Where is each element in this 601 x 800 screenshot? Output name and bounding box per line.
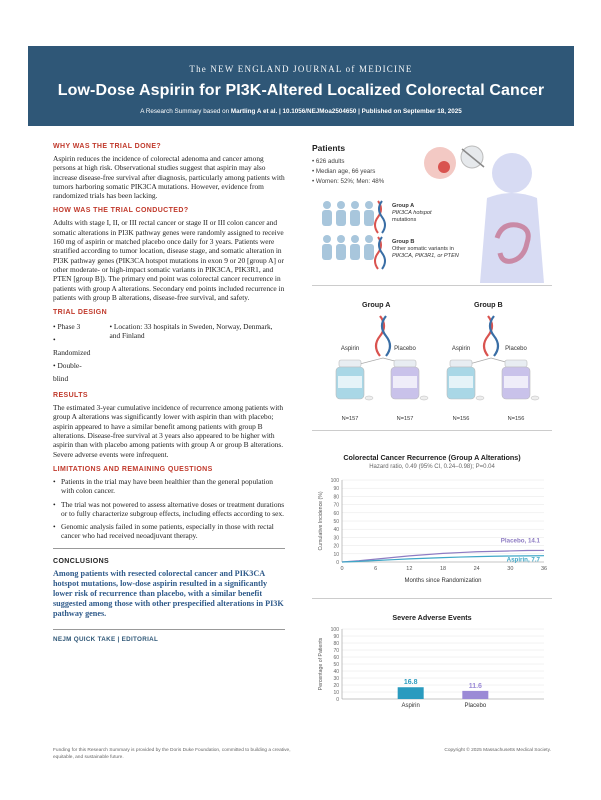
- x-tick-label: 12: [406, 566, 413, 572]
- bar-aspirin: [398, 687, 424, 699]
- y-tick-label: 70: [333, 502, 339, 509]
- arms-group-b-title: Group B: [474, 300, 503, 309]
- dna-icon-a: [375, 201, 385, 233]
- group-b-title: Group B: [392, 239, 415, 245]
- x-category-label: Placebo: [464, 703, 487, 709]
- person-icon: [364, 235, 374, 260]
- x-tick-label: 18: [439, 566, 447, 572]
- limits-item: • Patients in the trial may have been healthier than the general population with colon cancer.: [53, 477, 285, 496]
- bar-value-label: 16.8: [403, 679, 418, 687]
- y-axis-label: Percentage of Patients: [318, 637, 324, 691]
- torso-illustration: [480, 153, 544, 283]
- patients-title: Patients: [312, 143, 346, 153]
- y-tick-label: 80: [333, 641, 339, 647]
- design-item: • Phase 3: [53, 320, 91, 333]
- y-tick-label: 100: [330, 627, 339, 633]
- y-tick-label: 40: [333, 527, 339, 534]
- group-b-desc2: PIK3CA, PIK3R1, or PTEN: [392, 253, 459, 259]
- y-tick-label: 30: [333, 535, 339, 542]
- page-title: Low-Dose Aspirin for PI3K-Altered Localized Colorectal Cancer: [57, 82, 545, 99]
- y-tick-label: 60: [333, 510, 339, 517]
- group-a-desc1: PIK3CA hotspot: [392, 210, 432, 216]
- cell-illustration: [424, 146, 484, 179]
- arms-group-a-title: Group A: [362, 300, 391, 309]
- design-section: [53, 309, 285, 385]
- dna-icon-b: [375, 237, 385, 269]
- person-icon: [322, 235, 332, 260]
- x-tick-label: 24: [473, 566, 480, 572]
- y-tick-label: 10: [333, 551, 339, 558]
- how-text: Adults with stage I, II, or III rectal cancer or stage II or III colon cancer and somatic alterations in PI3K pathway genes were randomly assigned to receive 160 mg of aspirin or matched placebo once daily for 3 years. Patients were stratified according to tumor location, disease stage, and somatic alteration in PI3K pathway genes (PIK3CA hotspot mutations in exon 9 or 20 [group A] or other moderate- or high-impact somatic variants in PIK3CA, PIK3R1, and PTEN [group B]). The primary end point was colorectal cancer recurrence in patients with group A alterations. Secondary end points included recurrence in patients with group B alterations, disease-free survival, and safety.: [53, 218, 285, 302]
- arm-a-aspirin: [325, 346, 375, 424]
- arm-b-placebo: [491, 346, 541, 424]
- conclusions-heading: CONCLUSIONS: [53, 557, 110, 565]
- limits-list: [53, 477, 285, 541]
- patients-item: • Women: 52%; Men: 48%: [312, 177, 552, 187]
- y-tick-label: 60: [333, 655, 339, 661]
- limits-item: • Genomic analysis failed in some patients, especially in those with rectal cancer who had received neoadjuvant therapy.: [53, 522, 285, 541]
- y-tick-label: 80: [333, 494, 339, 501]
- group-a-label: [392, 203, 432, 224]
- person-icon: [350, 201, 360, 226]
- header-banner: [28, 46, 574, 126]
- subtitle-citation[interactable]: Martling A et al. | 10.1056/NEJMoa2504650 | Published on September 18, 2025: [230, 108, 462, 115]
- design-heading: TRIAL DESIGN: [53, 309, 108, 317]
- y-tick-label: 90: [333, 486, 339, 493]
- why-section: [53, 143, 285, 200]
- results-text: The estimated 3-year cumulative incidence of recurrence among patients with group A alterations was significantly lower with aspirin than with placebo; aspirin appeared to have a similar benefit among patients with group B alterations. Disease-free survival at 3 years also appeared to be higher with aspirin than with placebo among patients with group A or group B alterations. Severe adverse events were infrequent.: [53, 403, 284, 459]
- y-tick-label: 40: [333, 669, 339, 675]
- y-tick-label: 0: [336, 697, 339, 703]
- group-a-title: Group A: [392, 203, 415, 209]
- left-column: [53, 143, 285, 643]
- quick-take-links[interactable]: NEJM QUICK TAKE | EDITORIAL: [53, 629, 285, 643]
- arm-name: Placebo: [394, 346, 416, 352]
- person-icon: [364, 201, 374, 226]
- arms-panel: [312, 288, 552, 431]
- design-list: [53, 320, 91, 385]
- y-tick-label: 20: [333, 683, 339, 689]
- x-tick-label: 6: [374, 566, 378, 572]
- results-heading: RESULTS: [53, 392, 88, 400]
- subtitle: [28, 108, 574, 115]
- sae-chart: [312, 623, 552, 731]
- design-location: • Location: 33 hospitals in Sweden, Norway, Denmark, and Finland: [109, 322, 273, 341]
- sae-panel: [312, 599, 552, 731]
- right-column: [312, 143, 552, 731]
- y-tick-label: 0: [336, 560, 339, 566]
- y-tick-label: 20: [333, 543, 339, 550]
- y-tick-label: 100: [330, 478, 339, 484]
- y-tick-label: 50: [333, 519, 339, 525]
- arm-n: N=157: [341, 416, 359, 422]
- pill-bottle-icon: [491, 358, 541, 404]
- recurrence-panel: [312, 431, 552, 599]
- why-heading: WHY WAS THE TRIAL DONE?: [53, 143, 162, 150]
- y-tick-label: 70: [333, 648, 339, 654]
- arm-n: N=156: [452, 416, 470, 422]
- pill-bottle-icon: [325, 358, 375, 404]
- pill-bottle-icon: [436, 358, 486, 404]
- patients-item: • 626 adults: [312, 157, 552, 167]
- why-text: Aspirin reduces the incidence of colorectal adenoma and cancer among persons at high risk. Observational studies suggest that aspirin may also increase disease-free survival after diagnosis, particularly among patients with tumors harboring somatic PIK3CA mutations. However, evidence from randomized trials has been lacking.: [53, 154, 285, 201]
- y-axis-label: Cumulative Incidence (%): [318, 491, 324, 551]
- series-label: Aspirin, 7.7: [506, 556, 540, 564]
- how-section: [53, 207, 285, 302]
- y-tick-label: 30: [333, 676, 339, 682]
- conclusions-section: [53, 548, 285, 619]
- x-tick-label: 0: [340, 566, 344, 572]
- person-icon: [322, 201, 332, 226]
- person-icons: [322, 201, 374, 260]
- recurrence-chart: [312, 474, 552, 599]
- hazard-ratio: Hazard ratio, 0.49 (95% CI, 0.24–0.98); P=0.04: [369, 464, 495, 470]
- group-b-desc1: Other somatic variants in: [392, 246, 454, 252]
- design-item: • Randomized: [53, 333, 91, 359]
- group-b-label: [392, 239, 459, 260]
- arm-a-placebo: [380, 346, 430, 424]
- bar-placebo: [462, 691, 488, 699]
- patients-illustration: [312, 143, 552, 286]
- patients-item: • Median age, 66 years: [312, 167, 552, 177]
- person-icon: [336, 235, 346, 260]
- conclusions-text: Among patients with resected colorectal cancer and PIK3CA hotspot mutations, low-dose aspirin resulted in a significantly lower risk of recurrence than placebo, with a similar benefit suggested among those with other prespecified alterations in PI3K pathway genes.: [53, 568, 284, 618]
- funding-note: Funding for this Research Summary is provided by the Doris Duke Foundation, committed to building a creative, equitable, and sustainable future.: [53, 748, 291, 760]
- arm-b-aspirin: [436, 346, 486, 424]
- recurrence-title: Colorectal Cancer Recurrence (Group A Alterations): [343, 453, 521, 462]
- person-icon: [336, 201, 346, 226]
- series-label: Placebo, 14.1: [500, 537, 540, 545]
- copyright: Copyright © 2025 Massachusetts Medical Society.: [444, 748, 551, 753]
- results-section: [53, 392, 285, 459]
- arm-n: N=157: [396, 416, 414, 422]
- bar-value-label: 11.6: [468, 682, 482, 690]
- x-tick-label: 30: [507, 566, 514, 572]
- how-heading: HOW WAS THE TRIAL CONDUCTED?: [53, 207, 189, 215]
- x-axis-label: Months since Randomization: [404, 578, 482, 584]
- design-item: • Double-blind: [53, 359, 91, 385]
- arm-name: Aspirin: [340, 346, 360, 352]
- limits-heading: LIMITATIONS AND REMAINING QUESTIONS: [53, 465, 213, 473]
- arm-name: Placebo: [505, 346, 527, 352]
- patients-panel: [312, 143, 552, 286]
- x-tick-label: 36: [540, 566, 548, 572]
- design-content: [53, 320, 285, 385]
- pill-bottle-icon: [380, 358, 430, 404]
- y-tick-label: 50: [333, 662, 339, 668]
- journal-name: The NEW ENGLAND JOURNAL of MEDICINE: [189, 64, 413, 74]
- limits-section: [53, 466, 285, 541]
- arm-n: N=156: [507, 416, 525, 422]
- y-tick-label: 10: [333, 690, 339, 696]
- subtitle-prefix: A Research Summary based on: [140, 108, 230, 115]
- design-location-text: Location: 33 hospitals in Sweden, Norway, Denmark, and Finland: [109, 322, 273, 341]
- limits-item: • The trial was not powered to assess alternative doses or treatment durations or to fully characterize subgroup effects, including effects according to sex.: [53, 500, 285, 519]
- arm-name: Aspirin: [451, 346, 471, 352]
- sae-title: Severe Adverse Events: [392, 613, 472, 622]
- y-tick-label: 90: [333, 634, 339, 640]
- group-a-desc2: mutations: [392, 217, 417, 223]
- person-icon: [350, 235, 360, 260]
- x-category-label: Aspirin: [401, 703, 420, 709]
